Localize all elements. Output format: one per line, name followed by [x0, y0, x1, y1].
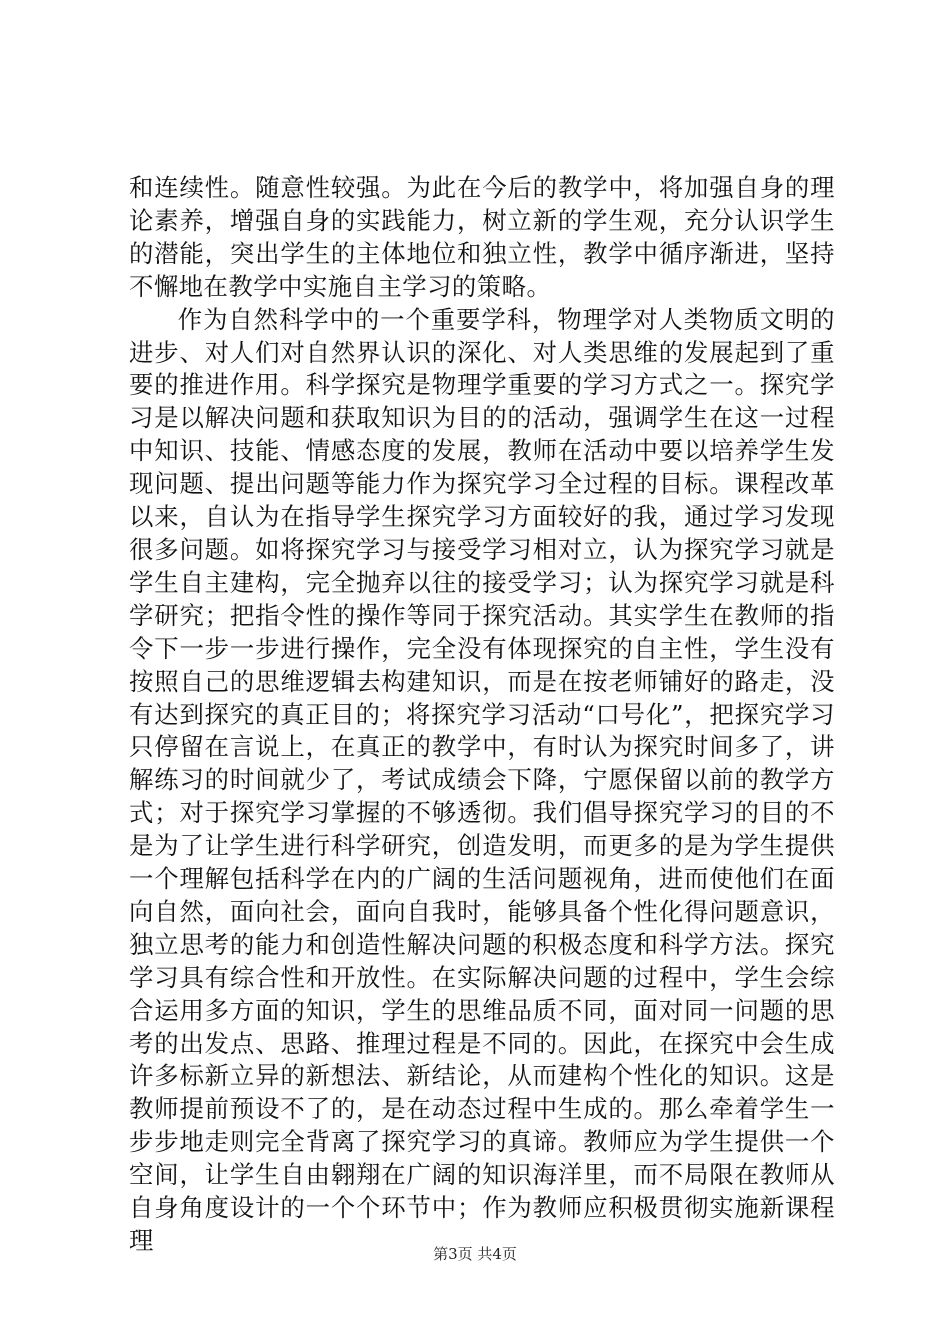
page-number-footer: 第3页 共4页 [433, 1245, 517, 1263]
document-body [129, 172, 835, 1258]
paragraph-2: 作为自然科学中的一个重要学科，物理学对人类物质文明的进步、对人们对自然界认识的深化、对人类思维的发展起到了重要的推进作用。科学探究是物理学重要的学习方式之一。探究学习是以解决问题和获取知识为目的的活动，强调学生在这一过程中知识、技能、情感态度的发展，教师在活动中要以培养学生发现问题、提出问题等能力作为探究学习全过程的目标。课程改革以来，自认为在指导学生探究学习方面较好的我，通过学习发现很多问题。如将探究学习与接受学习相对立，认为探究学习就是学生自主建构，完全抛弃以往的接受学习；认为探究学习就是科学研究；把指令性的操作等同于探究活动。其实学生在教师的指令下一步一步进行操作，完全没有体现探究的自主性，学生没有按照自己的思维逻辑去构建知识，而是在按老师铺好的路走，没有达到探究的真正目的；将探究学习活动“口号化”，把探究学习只停留在言说上，在真正的教学中，有时认为探究时间多了，讲解练习的时间就少了，考试成绩会下降，宁愿保留以前的教学方式；对于探究学习掌握的不够透彻。我们倡导探究学习的目的不是为了让学生进行科学研究，创造发明，而更多的是为学生提供一个理解包括科学在内的广阔的生活问题视角，进而使他们在面向自然，面向社会，面向自我时，能够具备个性化得问题意识，独立思考的能力和创造性解决问题的积极态度和科学方法。探究学习具有综合性和开放性。在实际解决问题的过程中，学生会综合运用多方面的知识，学生的思维品质不同，面对同一问题的思考的出发点、思路、推理过程是不同的。因此，在探究中会生成许多标新立异的新想法、新结论，从而建构个性化的知识。这是教师提前预设不了的，是在动态过程中生成的。那么牵着学生一步步地走则完全背离了探究学习的真谛。教师应为学生提供一个空间，让学生自由翱翔在广阔的知识海洋里，而不局限在教师从自身角度设计的一个个环节中；作为教师应积极贯彻实施新课程理 [129, 304, 835, 1255]
paragraph-1: 和连续性。随意性较强。为此在今后的教学中，将加强自身的理论素养，增强自身的实践能力，树立新的学生观，充分认识学生的潜能，突出学生的主体地位和独立性，教学中循序渐进，坚持不懈地在教学中实施自主学习的策略。 [129, 173, 835, 301]
